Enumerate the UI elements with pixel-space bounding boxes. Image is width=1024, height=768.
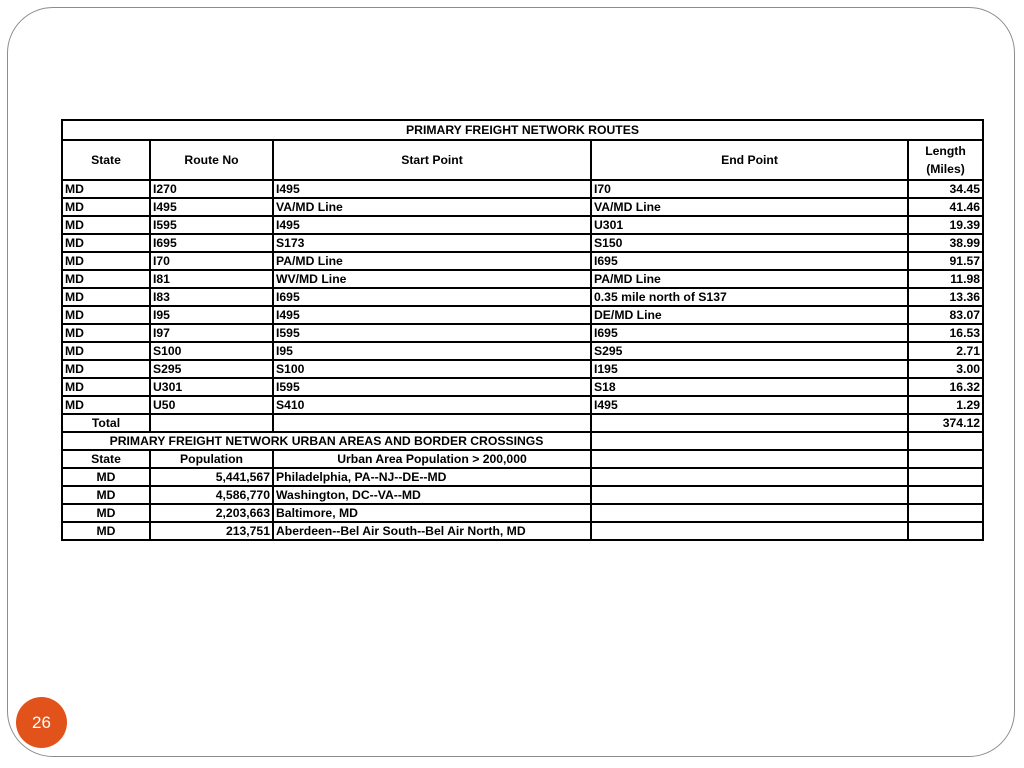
route-state-cell: MD	[62, 342, 150, 360]
total-value: 374.12	[908, 414, 983, 432]
route-number-cell: U50	[150, 396, 273, 414]
route-row	[62, 216, 983, 234]
urban-header-population: Population	[150, 450, 273, 468]
route-state-cell: MD	[62, 288, 150, 306]
urban-row	[62, 468, 983, 486]
route-end-cell: S18	[591, 378, 908, 396]
route-row	[62, 252, 983, 270]
route-state-cell: MD	[62, 396, 150, 414]
urban-row	[62, 504, 983, 522]
route-length-cell: 13.36	[908, 288, 983, 306]
header-length-line1: Length	[925, 144, 966, 158]
route-number-cell: I495	[150, 198, 273, 216]
route-state-cell: MD	[62, 306, 150, 324]
route-row	[62, 234, 983, 252]
header-start-point: Start Point	[273, 140, 591, 180]
route-row	[62, 288, 983, 306]
urban-population-cell: 5,441,567	[150, 468, 273, 486]
page-number-badge: 26	[16, 697, 67, 748]
freight-network-table	[61, 119, 984, 541]
route-row	[62, 198, 983, 216]
urban-empty-cell	[591, 522, 908, 540]
route-end-cell: I695	[591, 324, 908, 342]
route-end-cell: I70	[591, 180, 908, 198]
route-state-cell: MD	[62, 270, 150, 288]
route-number-cell: U301	[150, 378, 273, 396]
urban-state-cell: MD	[62, 486, 150, 504]
total-label: Total	[62, 414, 150, 432]
route-state-cell: MD	[62, 252, 150, 270]
route-number-cell: S295	[150, 360, 273, 378]
route-state-cell: MD	[62, 234, 150, 252]
route-start-cell: S410	[273, 396, 591, 414]
route-length-cell: 19.39	[908, 216, 983, 234]
urban-population-cell: 4,586,770	[150, 486, 273, 504]
header-state: State	[62, 140, 150, 180]
route-number-cell: I70	[150, 252, 273, 270]
urban-header-area: Urban Area Population > 200,000	[273, 450, 591, 468]
route-state-cell: MD	[62, 216, 150, 234]
total-empty-cell	[591, 414, 908, 432]
route-end-cell: PA/MD Line	[591, 270, 908, 288]
urban-empty-cell	[591, 450, 908, 468]
route-end-cell: S295	[591, 342, 908, 360]
urban-state-cell: MD	[62, 522, 150, 540]
route-length-cell: 16.53	[908, 324, 983, 342]
route-end-cell: I495	[591, 396, 908, 414]
urban-empty-cell	[908, 432, 983, 450]
urban-title-row	[62, 432, 983, 450]
route-length-cell: 1.29	[908, 396, 983, 414]
route-length-cell: 83.07	[908, 306, 983, 324]
urban-empty-cell	[908, 450, 983, 468]
route-start-cell: WV/MD Line	[273, 270, 591, 288]
total-empty-cell	[150, 414, 273, 432]
route-row	[62, 180, 983, 198]
urban-empty-cell	[908, 504, 983, 522]
route-start-cell: I95	[273, 342, 591, 360]
route-end-cell: I695	[591, 252, 908, 270]
route-length-cell: 3.00	[908, 360, 983, 378]
route-number-cell: I270	[150, 180, 273, 198]
route-length-cell: 38.99	[908, 234, 983, 252]
route-state-cell: MD	[62, 360, 150, 378]
total-row	[62, 414, 983, 432]
route-number-cell: I81	[150, 270, 273, 288]
total-empty-cell	[273, 414, 591, 432]
urban-empty-cell	[591, 504, 908, 522]
route-length-cell: 41.46	[908, 198, 983, 216]
header-end-point: End Point	[591, 140, 908, 180]
route-number-cell: I97	[150, 324, 273, 342]
urban-empty-cell	[908, 468, 983, 486]
urban-row	[62, 486, 983, 504]
urban-header-state: State	[62, 450, 150, 468]
route-length-cell: 34.45	[908, 180, 983, 198]
route-start-cell: I595	[273, 378, 591, 396]
urban-header-row	[62, 450, 983, 468]
route-row	[62, 342, 983, 360]
header-route-no: Route No	[150, 140, 273, 180]
urban-empty-cell	[591, 468, 908, 486]
route-number-cell: I83	[150, 288, 273, 306]
route-start-cell: I495	[273, 180, 591, 198]
route-end-cell: S150	[591, 234, 908, 252]
freight-table-container	[61, 119, 982, 541]
routes-header-row	[62, 140, 983, 180]
route-end-cell: DE/MD Line	[591, 306, 908, 324]
route-length-cell: 2.71	[908, 342, 983, 360]
header-length-line2: (Miles)	[926, 162, 965, 176]
route-row	[62, 396, 983, 414]
urban-state-cell: MD	[62, 468, 150, 486]
route-start-cell: S100	[273, 360, 591, 378]
urban-area-cell: Aberdeen--Bel Air South--Bel Air North, MD	[273, 522, 591, 540]
route-row	[62, 270, 983, 288]
route-end-cell: I195	[591, 360, 908, 378]
urban-area-cell: Baltimore, MD	[273, 504, 591, 522]
route-row	[62, 360, 983, 378]
urban-state-cell: MD	[62, 504, 150, 522]
urban-area-cell: Washington, DC--VA--MD	[273, 486, 591, 504]
route-state-cell: MD	[62, 324, 150, 342]
route-length-cell: 16.32	[908, 378, 983, 396]
urban-area-cell: Philadelphia, PA--NJ--DE--MD	[273, 468, 591, 486]
header-length	[908, 140, 983, 180]
route-start-cell: S173	[273, 234, 591, 252]
urban-empty-cell	[591, 486, 908, 504]
route-number-cell: I695	[150, 234, 273, 252]
route-row	[62, 306, 983, 324]
urban-row	[62, 522, 983, 540]
route-start-cell: I495	[273, 216, 591, 234]
route-state-cell: MD	[62, 198, 150, 216]
urban-empty-cell	[908, 486, 983, 504]
route-number-cell: I595	[150, 216, 273, 234]
route-row	[62, 378, 983, 396]
route-start-cell: VA/MD Line	[273, 198, 591, 216]
urban-table-title: PRIMARY FREIGHT NETWORK URBAN AREAS AND BORDER CROSSINGS	[62, 432, 591, 450]
route-state-cell: MD	[62, 180, 150, 198]
route-length-cell: 11.98	[908, 270, 983, 288]
route-start-cell: I495	[273, 306, 591, 324]
route-start-cell: I595	[273, 324, 591, 342]
route-start-cell: PA/MD Line	[273, 252, 591, 270]
route-end-cell: U301	[591, 216, 908, 234]
route-start-cell: I695	[273, 288, 591, 306]
route-number-cell: S100	[150, 342, 273, 360]
urban-empty-cell	[908, 522, 983, 540]
route-end-cell: 0.35 mile north of S137	[591, 288, 908, 306]
table-title-row	[62, 120, 983, 140]
route-end-cell: VA/MD Line	[591, 198, 908, 216]
urban-population-cell: 213,751	[150, 522, 273, 540]
route-state-cell: MD	[62, 378, 150, 396]
urban-population-cell: 2,203,663	[150, 504, 273, 522]
routes-table-title: PRIMARY FREIGHT NETWORK ROUTES	[62, 120, 983, 140]
route-number-cell: I95	[150, 306, 273, 324]
route-length-cell: 91.57	[908, 252, 983, 270]
urban-empty-cell	[591, 432, 908, 450]
route-row	[62, 324, 983, 342]
